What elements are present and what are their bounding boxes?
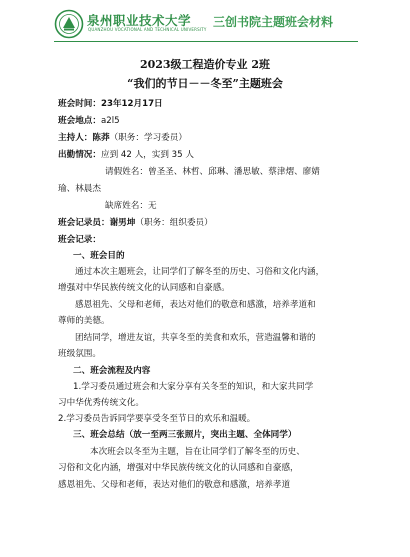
section2-p1-line2: 习中华优秀传统文化。 — [58, 398, 144, 408]
leave-names-line1: 请假姓名：曾圣圣、林哲、邱琳、潘思敏、蔡津熠、廖婧 — [105, 167, 320, 177]
school-name: 泉州职业技术大学 — [87, 13, 192, 28]
recorder-name: 谢男坤 — [109, 218, 136, 228]
host-label: 主持人： — [58, 133, 93, 143]
time-label: 班会时间： — [58, 99, 101, 109]
section1-p2-line2: 尊师的美德。 — [58, 316, 110, 326]
section1-p3-line1: 团结同学，增进友谊，共享冬至的美食和欢乐，营造温馨和谐的 — [75, 333, 316, 343]
host-name: 陈莽 — [92, 133, 110, 143]
recorder-role: （职务：组织委员） — [135, 218, 213, 228]
place-label: 班会地点： — [58, 116, 101, 126]
meta-attendance — [58, 149, 194, 161]
section3-p1-line3: 感恩祖先、父母和老师，表达对他们的敬意和感激，培养孝道 — [58, 480, 291, 490]
university-logo-icon — [54, 9, 84, 39]
brand-title: 三创书院主题班会材料 — [213, 15, 334, 29]
section1-p1-line2: 增强对中华民族传统文化的认同感和自豪感。 — [58, 283, 230, 293]
section3-p1-line1: 本次班会以冬至为主题，旨在让同学们了解冬至的历史、 — [90, 447, 305, 457]
meta-time — [58, 98, 163, 110]
section2-p2-line1: 2.学习委员告诉同学要享受冬至节日的欢乐和温暖。 — [58, 414, 256, 424]
recorder-label: 班会记录员： — [58, 218, 110, 228]
record-label: 班会记录： — [58, 235, 101, 245]
attendance-label: 出勤情况： — [58, 150, 101, 160]
attendance-value: 应到 42 人，实到 35 人 — [100, 150, 194, 160]
section1-heading: 一、班会目的 — [73, 251, 125, 261]
absent-names: 缺席姓名：无 — [105, 201, 157, 211]
leave-names-line2: 瑜、林晨杰 — [58, 184, 101, 194]
meta-recorder — [58, 217, 213, 229]
section3-heading: 三、班会总结（放一至两三张照片，突出主题、全体同学） — [73, 430, 297, 440]
section2-p1-line1: 1.学习委员通过班会和大家分享有关冬至的知识，和大家共同学 — [73, 382, 314, 392]
section1-p3-line2: 班级氛围。 — [58, 349, 101, 359]
meta-host — [58, 132, 187, 144]
doc-title-line2: “我们的节日－－冬至”主题班会 — [127, 77, 283, 90]
host-role: （职务：学习委员） — [109, 133, 187, 143]
meta-place — [58, 115, 120, 127]
section1-p2-line1: 感恩祖先、父母和老师，表达对他们的敬意和感激，培养孝道和 — [75, 300, 316, 310]
place-value: a2l5 — [100, 116, 120, 126]
section1-p1-line1: 通过本次主题班会，让同学们了解冬至的历史、习俗和文化内涵， — [75, 267, 325, 277]
doc-title-line1: 2023级工程造价专业 2班 — [139, 58, 271, 71]
school-name-en: QUANZHOU VOCATIONAL AND TECHNICAL UNIVERSITY — [88, 27, 207, 32]
document-header — [54, 9, 384, 43]
time-value: 23年12月17日 — [100, 99, 163, 109]
section3-p1-line2: 习俗和文化内涵，增强对中华民族传统文化的认同感和自豪感， — [58, 463, 299, 473]
header-divider — [54, 41, 358, 42]
section2-heading: 二、班会流程及内容 — [73, 366, 151, 376]
